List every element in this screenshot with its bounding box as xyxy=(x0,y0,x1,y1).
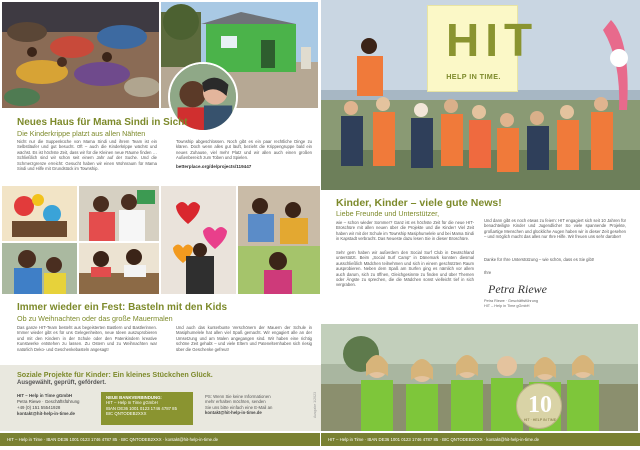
photo-heart-wall xyxy=(161,186,236,294)
bank-line: BIC QNTODEB2XXX xyxy=(106,411,147,417)
anniversary-number: 10 xyxy=(528,392,552,418)
fest-article-body-col2: Und auch das kunterbunte Verschönern der Mauern der Schule in Masiphumelele hat allen viel Spaß gemacht. Wir engagiert alle an der Umsetzung und am Malen angegangen sind. Wir haben eine richtig schöne Zeit gehabt – und viele Eltern und Patenelternhaben sich riesig über die Geschenke gefreut! xyxy=(176,325,312,352)
info-email[interactable]: kontakt@hit-help-in-time.de xyxy=(205,410,262,416)
info-line: mehr erhalten möchten, senden xyxy=(205,399,266,405)
news-col1-p2: Sehr gern haben wir außerdem den Social Surf Club in Deutschland unterstützt. Beim „Social Surf Camp“ in Dänemark konnten diesmal ausschließlich Mädchen teilnehmen und sich in einem geschützten Raum ausprobieren. Neben dem Spaß am Surfen ging es nämlich vor allem auch darum, sich zu öffnen, Gleichgesinnte zu finden und über Themen oder Ängste zu sprechen, die die Mädchen sonst vielleicht tief in sich vergraben. xyxy=(336,250,474,288)
signature-name: Petra Riewe · Geschäftsführung xyxy=(484,299,539,303)
footer-headline: Soziale Projekte für Kinder: Ein kleines Stückchen Glück. xyxy=(17,370,213,379)
news-title: Kinder, Kinder – viele gute News! xyxy=(336,197,502,209)
footer-email[interactable]: kontakt@hit-help-in-time.de xyxy=(17,411,75,416)
bank-details-box xyxy=(101,392,193,425)
bank-line: HIT – Help In Time gGmbH xyxy=(106,400,158,406)
photo-crafts-painting xyxy=(2,186,77,241)
house-article-title: Neues Haus für Mama Sindi in Sicht xyxy=(17,117,188,128)
hit-logo xyxy=(427,5,539,92)
photo-crafts-group xyxy=(238,186,320,294)
bottom-bar-right: HIT – Help in Time · IBAN DE36 1001 0123 1746 4787 85 · BIC QNTODEB2XXX · kontakt@hit-help-in-time.de xyxy=(321,433,640,446)
info-line: PS: Wenn Sie keine Informationen xyxy=(205,394,271,399)
hit-logo-letters: HIT xyxy=(446,14,539,66)
news-col2-p1: Und dann gibt es noch etwas zu feiern: HIT engagiert sich seit 10 Jahren für benachteiligte Kinder und Jugendliche! So viele spannende Projekte, großartige Menschen und glückliche Augen haben wir in dieser Zeit gesehen – und möglich macht das alles nur Ihre Hilfe. Wir freuen uns sehr darüber! xyxy=(484,218,626,240)
footer-person: Petra Riewe · Geschäftsführung xyxy=(17,399,80,404)
house-article-body-col1: Nicht nur die Suppenküche von Mama Sindi und ihrem Team ist ein Selbstläufer und gut besucht. Oft – auch die Kinderkrippe wächst und wächst. Es ist höchste Zeit, dass wir für die Kleinen neue Räume finden … Schließlich sind wir schon seit einem Jahr auf der Suche. Und die Schmerzgrenze erreicht: Gesucht haben wir einen Wohnraum für Mama Sindi und Hilfe mit Grundstück im Township. xyxy=(17,139,157,172)
photo-crafts-children xyxy=(79,186,159,241)
hit-logo-tagline: HELP IN TIME. xyxy=(446,72,501,81)
fest-article-title: Immer wieder ein Fest: Basteln mit den Kids xyxy=(17,302,228,313)
footer-tagline: Ausgewählt, geprüft, gefördert. xyxy=(17,380,107,386)
house-article-subtitle: Die Kinderkrippe platzt aus allen Nähten xyxy=(17,129,146,138)
photo-team-lime-shirts xyxy=(321,324,638,431)
news-greeting: Liebe Freunde und Unterstützer, xyxy=(336,209,440,218)
print-note: Ausgabe 1/2023 xyxy=(313,391,317,418)
photo-woman-child xyxy=(2,243,77,294)
news-col2-p3: Ihre xyxy=(484,270,492,275)
info-line: Sie uns bitte einfach eine E-Mail an xyxy=(205,404,273,410)
anniversary-badge xyxy=(516,383,562,429)
news-col1-p1: wie – schon wieder Sommer? Ganz ist es höchste Zeit für die neue HIT-Broschüre mit allen neuen über die Projekte und die Kinder! Viel Zeit haben wir mit der Schule im Township Masiphumelele und bei Mama Sindi in Kapstadt verbracht. Das Neueste dazu lesen Sie in dieser Broschüre. xyxy=(336,220,474,242)
bank-line: IBAN DE36 1001 0123 1746 4787 85 xyxy=(106,405,177,411)
news-col2-p2: Danke für Ihre Unterstützung – wie schön, dass es Sie gibt! xyxy=(484,257,595,262)
fest-article-subtitle: Ob zu Weihnachten oder das große Mauermalen xyxy=(17,314,173,323)
bottom-bar-left: HIT – Help in Time · IBAN DE36 1001 0123 1746 4787 85 · BIC QNTODEB2XXX · kontakt@hit-help-in-time.de xyxy=(0,433,320,446)
betterplace-link[interactable]: betterplace.org/de/projects/119447 xyxy=(176,164,252,169)
anniversary-text: HIT · HELP IN TIME xyxy=(523,418,557,422)
house-article-body-col2: Township abgeschlossen. Noch gibt es ein paar rechtliche Dinge zu klären. Doch wenn alles gut läuft, bezieht die Krippengruppe bald ein neues Zuhause, viel mehr Platz und wir allen auch einen großen Außenbereich zum Toben und Spielen. xyxy=(176,139,312,161)
signature: Petra Riewe xyxy=(488,282,547,296)
photo-children-sleeping xyxy=(2,2,159,108)
bank-title: NEUE BANKVERBINDUNG: xyxy=(106,395,162,400)
footer-org: HIT – Help in Time gGmbH xyxy=(17,393,73,398)
unsubscribe-info xyxy=(205,394,272,416)
footer-phone: +49 (0) 151 55541928 xyxy=(17,405,61,410)
photo-crafts-table xyxy=(79,243,159,294)
fest-article-body-col1: Das ganze HIT-Team besteht aus begeisterten Bastlern und Bastlerinnen. Immer wieder gibt es für uns Gelegenheiten, neue Ideen auszuprobieren und mit den Kindern in der Schule oder den Patenkindern kreative Kunstwerke entstehen zu lassen. Zu Ostern und zu Weihnachten war natürlich Deko- und Geschenkebasteln angesagt! xyxy=(17,325,157,352)
signature-org: HIT – Help in Time gGmbH xyxy=(484,304,530,308)
